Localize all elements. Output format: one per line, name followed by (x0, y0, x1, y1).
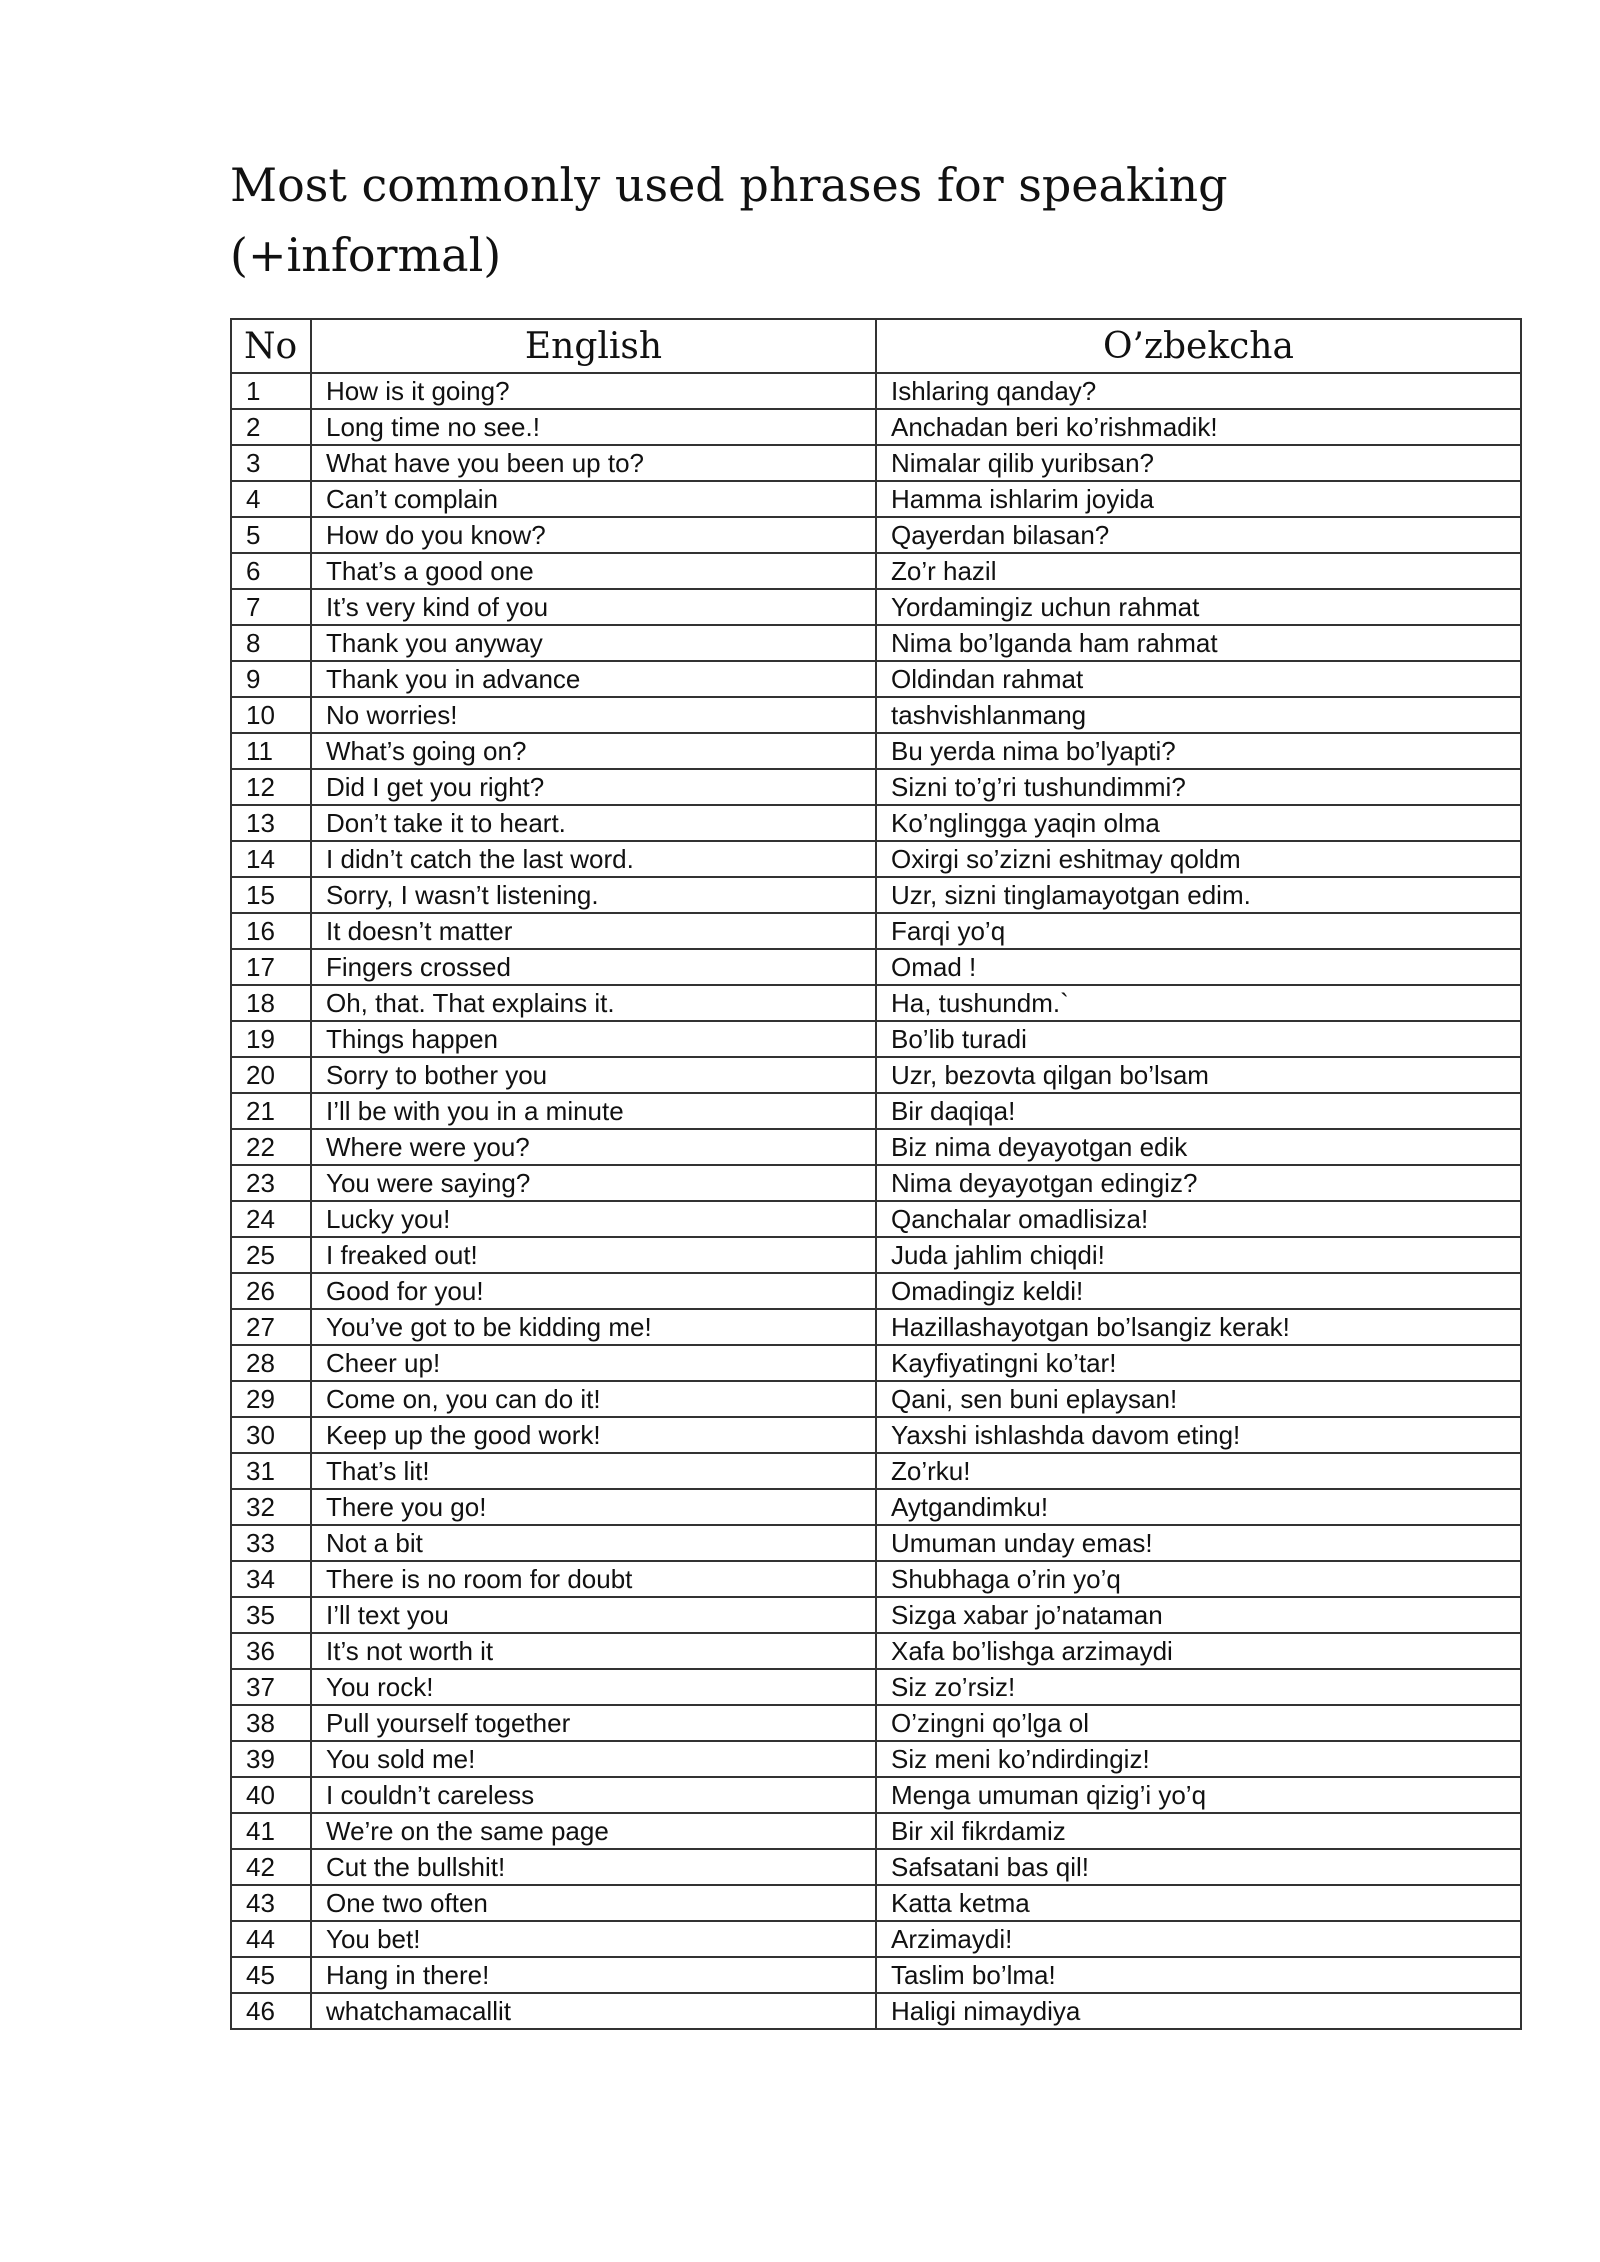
english-phrase: It’s very kind of you (311, 589, 876, 625)
english-phrase: Oh, that. That explains it. (311, 985, 876, 1021)
english-phrase: It doesn’t matter (311, 913, 876, 949)
english-phrase: What have you been up to? (311, 445, 876, 481)
row-number: 17 (231, 949, 311, 985)
english-phrase: What’s going on? (311, 733, 876, 769)
table-body (231, 373, 1521, 2029)
table-row (231, 1165, 1521, 1201)
uzbek-phrase: Ko’nglingga yaqin olma (876, 805, 1521, 841)
row-number: 10 (231, 697, 311, 733)
row-number: 5 (231, 517, 311, 553)
row-number: 3 (231, 445, 311, 481)
table-row (231, 625, 1521, 661)
english-phrase: That’s a good one (311, 553, 876, 589)
english-phrase: There you go! (311, 1489, 876, 1525)
uzbek-phrase: Qanchalar omadlisiza! (876, 1201, 1521, 1237)
uzbek-phrase: Bu yerda nima bo’lyapti? (876, 733, 1521, 769)
table-row (231, 589, 1521, 625)
row-number: 37 (231, 1669, 311, 1705)
uzbek-phrase: Ishlaring qanday? (876, 373, 1521, 409)
table-row (231, 1489, 1521, 1525)
uzbek-phrase: Kayfiyatingni ko’tar! (876, 1345, 1521, 1381)
english-phrase: Cut the bullshit! (311, 1849, 876, 1885)
uzbek-phrase: tashvishlanmang (876, 697, 1521, 733)
uzbek-phrase: Xafa bo’lishga arzimaydi (876, 1633, 1521, 1669)
title-line-2: (+informal) (230, 228, 502, 282)
english-phrase: How do you know? (311, 517, 876, 553)
english-phrase: Hang in there! (311, 1957, 876, 1993)
row-number: 30 (231, 1417, 311, 1453)
uzbek-phrase: Shubhaga o’rin yo’q (876, 1561, 1521, 1597)
uzbek-phrase: Anchadan beri ko’rishmadik! (876, 409, 1521, 445)
row-number: 40 (231, 1777, 311, 1813)
table-row (231, 1417, 1521, 1453)
header-uzbek: O’zbekcha (876, 319, 1521, 373)
row-number: 6 (231, 553, 311, 589)
uzbek-phrase: Oldindan rahmat (876, 661, 1521, 697)
table-row (231, 1885, 1521, 1921)
table-row (231, 1561, 1521, 1597)
uzbek-phrase: Biz nima deyayotgan edik (876, 1129, 1521, 1165)
row-number: 28 (231, 1345, 311, 1381)
uzbek-phrase: Bir xil fikrdamiz (876, 1813, 1521, 1849)
table-row (231, 1921, 1521, 1957)
english-phrase: Good for you! (311, 1273, 876, 1309)
table-row (231, 805, 1521, 841)
table-row (231, 1273, 1521, 1309)
row-number: 26 (231, 1273, 311, 1309)
uzbek-phrase: Uzr, bezovta qilgan bo’lsam (876, 1057, 1521, 1093)
table-row (231, 1381, 1521, 1417)
english-phrase: Things happen (311, 1021, 876, 1057)
english-phrase: I didn’t catch the last word. (311, 841, 876, 877)
table-header-row (231, 319, 1521, 373)
table-row (231, 373, 1521, 409)
english-phrase: Pull yourself together (311, 1705, 876, 1741)
row-number: 39 (231, 1741, 311, 1777)
phrases-table (230, 318, 1522, 2030)
row-number: 4 (231, 481, 311, 517)
table-row (231, 1237, 1521, 1273)
row-number: 12 (231, 769, 311, 805)
uzbek-phrase: Omadingiz keldi! (876, 1273, 1521, 1309)
table-row (231, 1093, 1521, 1129)
english-phrase: We’re on the same page (311, 1813, 876, 1849)
english-phrase: Keep up the good work! (311, 1417, 876, 1453)
table-row (231, 1849, 1521, 1885)
row-number: 7 (231, 589, 311, 625)
english-phrase: You rock! (311, 1669, 876, 1705)
english-phrase: Come on, you can do it! (311, 1381, 876, 1417)
english-phrase: Don’t take it to heart. (311, 805, 876, 841)
table-row (231, 769, 1521, 805)
table-row (231, 1345, 1521, 1381)
uzbek-phrase: O’zingni qo’lga ol (876, 1705, 1521, 1741)
english-phrase: Long time no see.! (311, 409, 876, 445)
uzbek-phrase: Menga umuman qizig’i yo’q (876, 1777, 1521, 1813)
table-row (231, 1021, 1521, 1057)
english-phrase: Thank you anyway (311, 625, 876, 661)
row-number: 31 (231, 1453, 311, 1489)
uzbek-phrase: Taslim bo’lma! (876, 1957, 1521, 1993)
english-phrase: I’ll be with you in a minute (311, 1093, 876, 1129)
uzbek-phrase: Ha, tushundm.` (876, 985, 1521, 1021)
row-number: 46 (231, 1993, 311, 2029)
row-number: 21 (231, 1093, 311, 1129)
row-number: 23 (231, 1165, 311, 1201)
row-number: 38 (231, 1705, 311, 1741)
row-number: 15 (231, 877, 311, 913)
english-phrase: Can’t complain (311, 481, 876, 517)
table-row (231, 985, 1521, 1021)
row-number: 2 (231, 409, 311, 445)
row-number: 34 (231, 1561, 311, 1597)
table-row (231, 517, 1521, 553)
row-number: 44 (231, 1921, 311, 1957)
uzbek-phrase: Oxirgi so’zizni eshitmay qoldm (876, 841, 1521, 877)
uzbek-phrase: Umuman unday emas! (876, 1525, 1521, 1561)
row-number: 42 (231, 1849, 311, 1885)
english-phrase: Sorry to bother you (311, 1057, 876, 1093)
table-row (231, 949, 1521, 985)
uzbek-phrase: Arzimaydi! (876, 1921, 1521, 1957)
english-phrase: It’s not worth it (311, 1633, 876, 1669)
uzbek-phrase: Qani, sen buni eplaysan! (876, 1381, 1521, 1417)
table-row (231, 1453, 1521, 1489)
table-row (231, 1993, 1521, 2029)
english-phrase: I couldn’t careless (311, 1777, 876, 1813)
row-number: 33 (231, 1525, 311, 1561)
table-row (231, 1309, 1521, 1345)
uzbek-phrase: Uzr, sizni tinglamayotgan edim. (876, 877, 1521, 913)
row-number: 19 (231, 1021, 311, 1057)
row-number: 35 (231, 1597, 311, 1633)
english-phrase: You sold me! (311, 1741, 876, 1777)
english-phrase: Fingers crossed (311, 949, 876, 985)
uzbek-phrase: Omad ! (876, 949, 1521, 985)
uzbek-phrase: Safsatani bas qil! (876, 1849, 1521, 1885)
row-number: 25 (231, 1237, 311, 1273)
row-number: 32 (231, 1489, 311, 1525)
uzbek-phrase: Haligi nimaydiya (876, 1993, 1521, 2029)
row-number: 13 (231, 805, 311, 841)
uzbek-phrase: Yaxshi ishlashda davom eting! (876, 1417, 1521, 1453)
row-number: 1 (231, 373, 311, 409)
table-row (231, 733, 1521, 769)
english-phrase: You bet! (311, 1921, 876, 1957)
table-row (231, 1597, 1521, 1633)
table-row (231, 1525, 1521, 1561)
table-row (231, 553, 1521, 589)
uzbek-phrase: Qayerdan bilasan? (876, 517, 1521, 553)
table-row (231, 877, 1521, 913)
uzbek-phrase: Hamma ishlarim joyida (876, 481, 1521, 517)
uzbek-phrase: Aytgandimku! (876, 1489, 1521, 1525)
uzbek-phrase: Nima bo’lganda ham rahmat (876, 625, 1521, 661)
table-row (231, 1957, 1521, 1993)
table-row (231, 1057, 1521, 1093)
row-number: 29 (231, 1381, 311, 1417)
table-row (231, 841, 1521, 877)
row-number: 36 (231, 1633, 311, 1669)
english-phrase: You’ve got to be kidding me! (311, 1309, 876, 1345)
uzbek-phrase: Bir daqiqa! (876, 1093, 1521, 1129)
header-no: No (231, 319, 311, 373)
table-row (231, 1129, 1521, 1165)
uzbek-phrase: Nima deyayotgan edingiz? (876, 1165, 1521, 1201)
uzbek-phrase: Juda jahlim chiqdi! (876, 1237, 1521, 1273)
table-row (231, 409, 1521, 445)
english-phrase: That’s lit! (311, 1453, 876, 1489)
uzbek-phrase: Yordamingiz uchun rahmat (876, 589, 1521, 625)
english-phrase: Thank you in advance (311, 661, 876, 697)
english-phrase: Where were you? (311, 1129, 876, 1165)
table-row (231, 1741, 1521, 1777)
table-row (231, 661, 1521, 697)
row-number: 14 (231, 841, 311, 877)
uzbek-phrase: Siz zo’rsiz! (876, 1669, 1521, 1705)
table-row (231, 445, 1521, 481)
table-row (231, 481, 1521, 517)
english-phrase: Lucky you! (311, 1201, 876, 1237)
row-number: 18 (231, 985, 311, 1021)
english-phrase: One two often (311, 1885, 876, 1921)
uzbek-phrase: Farqi yo’q (876, 913, 1521, 949)
table-row (231, 913, 1521, 949)
english-phrase: Did I get you right? (311, 769, 876, 805)
header-english: English (311, 319, 876, 373)
uzbek-phrase: Zo’r hazil (876, 553, 1521, 589)
uzbek-phrase: Zo’rku! (876, 1453, 1521, 1489)
english-phrase: No worries! (311, 697, 876, 733)
english-phrase: There is no room for doubt (311, 1561, 876, 1597)
table-row (231, 1201, 1521, 1237)
uzbek-phrase: Sizni to’g’ri tushundimmi? (876, 769, 1521, 805)
uzbek-phrase: Bo’lib turadi (876, 1021, 1521, 1057)
english-phrase: Not a bit (311, 1525, 876, 1561)
english-phrase: I’ll text you (311, 1597, 876, 1633)
table-row (231, 697, 1521, 733)
row-number: 9 (231, 661, 311, 697)
row-number: 11 (231, 733, 311, 769)
row-number: 22 (231, 1129, 311, 1165)
table-row (231, 1669, 1521, 1705)
row-number: 16 (231, 913, 311, 949)
uzbek-phrase: Nimalar qilib yuribsan? (876, 445, 1521, 481)
uzbek-phrase: Hazillashayotgan bo’lsangiz kerak! (876, 1309, 1521, 1345)
english-phrase: How is it going? (311, 373, 876, 409)
uzbek-phrase: Siz meni ko’ndirdingiz! (876, 1741, 1521, 1777)
english-phrase: whatchamacallit (311, 1993, 876, 2029)
row-number: 27 (231, 1309, 311, 1345)
row-number: 43 (231, 1885, 311, 1921)
uzbek-phrase: Sizga xabar jo’nataman (876, 1597, 1521, 1633)
english-phrase: Cheer up! (311, 1345, 876, 1381)
table-row (231, 1633, 1521, 1669)
table-row (231, 1777, 1521, 1813)
english-phrase: Sorry, I wasn’t listening. (311, 877, 876, 913)
english-phrase: You were saying? (311, 1165, 876, 1201)
row-number: 24 (231, 1201, 311, 1237)
row-number: 8 (231, 625, 311, 661)
page-title (230, 150, 1330, 290)
row-number: 41 (231, 1813, 311, 1849)
uzbek-phrase: Katta ketma (876, 1885, 1521, 1921)
row-number: 20 (231, 1057, 311, 1093)
row-number: 45 (231, 1957, 311, 1993)
table-row (231, 1705, 1521, 1741)
english-phrase: I freaked out! (311, 1237, 876, 1273)
title-line-1: Most commonly used phrases for speaking (230, 158, 1228, 212)
table-row (231, 1813, 1521, 1849)
